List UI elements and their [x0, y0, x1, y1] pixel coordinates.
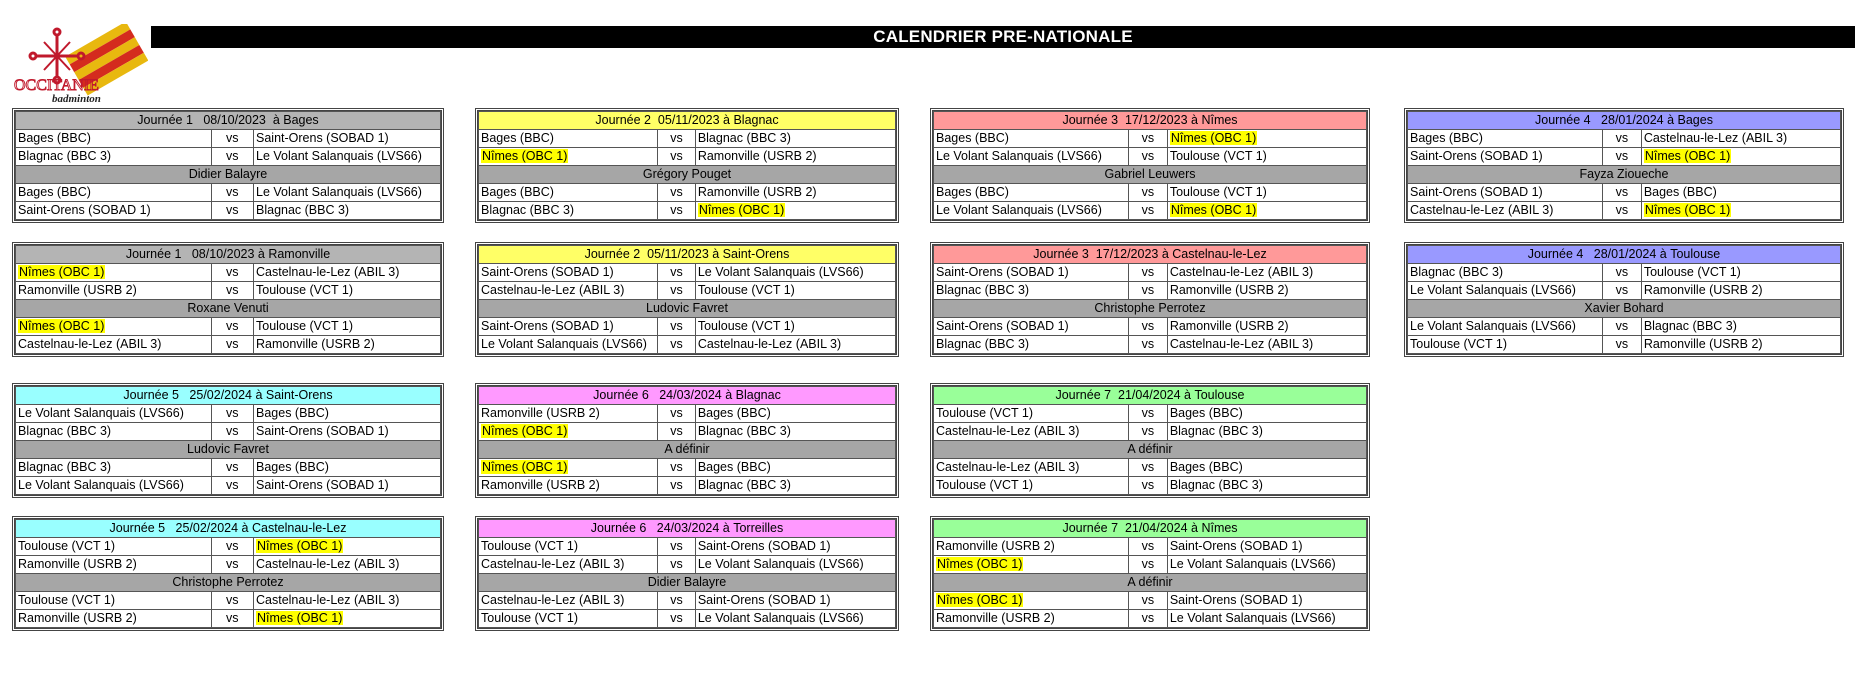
matchday-block — [475, 108, 899, 223]
matchday-block — [1404, 242, 1844, 357]
matchday-block — [930, 516, 1370, 631]
away-team: Nîmes (OBC 1) — [1644, 203, 1731, 217]
home-team: Nîmes (OBC 1) — [482, 460, 568, 474]
vs-label: vs — [1128, 592, 1167, 610]
away-team: Saint-Orens (SOBAD 1) — [1169, 539, 1303, 553]
match-row — [479, 592, 896, 610]
home-team: Toulouse (VCT 1) — [481, 539, 579, 553]
vs-label: vs — [1128, 202, 1167, 220]
match-row — [479, 459, 896, 477]
match-row — [934, 264, 1367, 282]
match-row — [934, 184, 1367, 202]
match-row — [16, 538, 441, 556]
vs-label: vs — [1128, 610, 1167, 628]
away-team: Blagnac (BBC 3) — [697, 131, 791, 145]
home-team: Blagnac (BBC 3) — [481, 203, 575, 217]
vs-label: vs — [1602, 130, 1641, 148]
vs-label: vs — [211, 538, 254, 556]
matchday-block — [475, 383, 899, 498]
home-team: Castelnau-le-Lez (ABIL 3) — [18, 337, 162, 351]
vs-label: vs — [658, 202, 696, 220]
match-row — [934, 538, 1367, 556]
matchday-block — [930, 242, 1370, 357]
away-team: Castelnau-le-Lez (ABIL 3) — [256, 265, 400, 279]
home-team: Saint-Orens (SOBAD 1) — [481, 265, 614, 279]
occitanie-badminton-logo — [12, 24, 148, 104]
vs-label: vs — [658, 592, 696, 610]
match-row — [16, 477, 441, 495]
match-row — [16, 202, 441, 220]
home-team: Castelnau-le-Lez (ABIL 3) — [936, 460, 1080, 474]
home-team: Blagnac (BBC 3) — [18, 460, 112, 474]
vs-label: vs — [211, 336, 254, 354]
matchday-header: Journée 2 05/11/2023 à Saint-Orens — [479, 246, 896, 264]
away-team: Ramonville (USRB 2) — [1169, 283, 1289, 297]
vs-label: vs — [658, 477, 696, 495]
matchday-header: Journée 4 28/01/2024 à Toulouse — [1408, 246, 1841, 264]
match-row — [16, 318, 441, 336]
matchday-header: Journée 6 24/03/2024 à Blagnac — [479, 387, 896, 405]
referee-name: Christophe Perrotez — [16, 574, 441, 592]
home-team: Castelnau-le-Lez (ABIL 3) — [936, 424, 1080, 438]
away-team: Ramonville (USRB 2) — [1643, 337, 1763, 351]
match-row — [16, 130, 441, 148]
page-title: CALENDRIER PRE-NATIONALE — [151, 26, 1855, 48]
matchday-block — [12, 242, 444, 357]
home-team: Bages (BBC) — [18, 185, 91, 199]
away-team: Le Volant Salanquais (LVS66) — [1169, 611, 1336, 625]
home-team: Nîmes (OBC 1) — [937, 557, 1023, 571]
matchday-header: Journée 4 28/01/2024 à Bages — [1408, 112, 1841, 130]
vs-label: vs — [658, 282, 696, 300]
home-team: Le Volant Salanquais (LVS66) — [481, 337, 647, 351]
home-team: Blagnac (BBC 3) — [1410, 265, 1504, 279]
vs-label: vs — [211, 318, 254, 336]
vs-label: vs — [1128, 405, 1167, 423]
match-row — [934, 202, 1367, 220]
away-team: Toulouse (VCT 1) — [1169, 185, 1267, 199]
match-row — [934, 592, 1367, 610]
vs-label: vs — [658, 184, 696, 202]
matchday-header: Journée 5 25/02/2024 à Castelnau-le-Lez — [16, 520, 441, 538]
away-team: Le Volant Salanquais (LVS66) — [256, 185, 422, 199]
match-row — [1408, 202, 1841, 220]
vs-label: vs — [211, 184, 254, 202]
away-team: Bages (BBC) — [256, 406, 329, 420]
matchday-block — [930, 108, 1370, 223]
matchday-header: Journée 1 08/10/2023 à Bages — [16, 112, 441, 130]
matchday-header: Journée 2 05/11/2023 à Blagnac — [479, 112, 896, 130]
vs-label: vs — [1602, 336, 1641, 354]
home-team: Blagnac (BBC 3) — [18, 149, 112, 163]
away-team: Ramonville (USRB 2) — [697, 149, 817, 163]
home-team: Le Volant Salanquais (LVS66) — [18, 478, 184, 492]
home-team: Toulouse (VCT 1) — [18, 593, 116, 607]
match-row — [16, 423, 441, 441]
home-team: Castelnau-le-Lez (ABIL 3) — [481, 593, 625, 607]
vs-label: vs — [211, 405, 254, 423]
match-row — [934, 556, 1367, 574]
away-team: Saint-Orens (SOBAD 1) — [256, 424, 389, 438]
match-row — [16, 336, 441, 354]
home-team: Le Volant Salanquais (LVS66) — [1410, 319, 1576, 333]
match-row — [479, 423, 896, 441]
match-row — [479, 336, 896, 354]
match-row — [934, 405, 1367, 423]
vs-label: vs — [658, 538, 696, 556]
match-row — [16, 148, 441, 166]
match-row — [934, 477, 1367, 495]
away-team: Saint-Orens (SOBAD 1) — [256, 131, 389, 145]
match-row — [934, 148, 1367, 166]
away-team: Blagnac (BBC 3) — [697, 424, 791, 438]
home-team: Saint-Orens (SOBAD 1) — [936, 265, 1069, 279]
vs-label: vs — [658, 459, 696, 477]
vs-label: vs — [1128, 459, 1167, 477]
matchday-block — [930, 383, 1370, 498]
home-team: Toulouse (VCT 1) — [936, 406, 1034, 420]
match-row — [1408, 282, 1841, 300]
away-team: Nîmes (OBC 1) — [698, 203, 785, 217]
away-team: Toulouse (VCT 1) — [256, 283, 354, 297]
matchday-block — [12, 516, 444, 631]
referee-name: Didier Balayre — [479, 574, 896, 592]
match-row — [934, 459, 1367, 477]
away-team: Bages (BBC) — [1169, 406, 1243, 420]
home-team: Ramonville (USRB 2) — [18, 283, 137, 297]
home-team: Le Volant Salanquais (LVS66) — [18, 406, 184, 420]
away-team: Castelnau-le-Lez (ABIL 3) — [256, 593, 400, 607]
away-team: Ramonville (USRB 2) — [1169, 319, 1289, 333]
vs-label: vs — [1128, 336, 1167, 354]
vs-label: vs — [1602, 318, 1641, 336]
home-team: Bages (BBC) — [1410, 131, 1483, 145]
matchday-block — [475, 242, 899, 357]
away-team: Nîmes (OBC 1) — [257, 611, 343, 625]
match-row — [16, 592, 441, 610]
match-row — [16, 405, 441, 423]
matchday-header: Journée 6 24/03/2024 à Torreilles — [479, 520, 896, 538]
match-row — [934, 130, 1367, 148]
home-team: Toulouse (VCT 1) — [1410, 337, 1508, 351]
home-team: Bages (BBC) — [481, 131, 554, 145]
away-team: Ramonville (USRB 2) — [256, 337, 375, 351]
home-team: Nîmes (OBC 1) — [19, 319, 105, 333]
away-team: Nîmes (OBC 1) — [1644, 149, 1731, 163]
away-team: Bages (BBC) — [256, 460, 329, 474]
matchday-header: Journée 5 25/02/2024 à Saint-Orens — [16, 387, 441, 405]
home-team: Toulouse (VCT 1) — [936, 478, 1034, 492]
vs-label: vs — [211, 202, 254, 220]
away-team: Le Volant Salanquais (LVS66) — [697, 557, 864, 571]
referee-name: Grégory Pouget — [479, 166, 896, 184]
match-row — [1408, 264, 1841, 282]
away-team: Ramonville (USRB 2) — [1643, 283, 1763, 297]
away-team: Blagnac (BBC 3) — [1643, 319, 1737, 333]
match-row — [16, 459, 441, 477]
home-team: Blagnac (BBC 3) — [936, 283, 1030, 297]
away-team: Le Volant Salanquais (LVS66) — [697, 265, 864, 279]
match-row — [934, 610, 1367, 628]
matchday-block — [1404, 108, 1844, 223]
match-row — [479, 538, 896, 556]
referee-name: A définir — [934, 441, 1367, 459]
away-team: Bages (BBC) — [697, 406, 771, 420]
referee-name: Ludovic Favret — [16, 441, 441, 459]
vs-label: vs — [1602, 202, 1641, 220]
home-team: Saint-Orens (SOBAD 1) — [936, 319, 1069, 333]
referee-name: A définir — [479, 441, 896, 459]
home-team: Castelnau-le-Lez (ABIL 3) — [1410, 203, 1554, 217]
vs-label: vs — [1128, 148, 1167, 166]
match-row — [16, 556, 441, 574]
match-row — [16, 610, 441, 628]
home-team: Le Volant Salanquais (LVS66) — [1410, 283, 1576, 297]
vs-label: vs — [658, 423, 696, 441]
vs-label: vs — [658, 264, 696, 282]
home-team: Nîmes (OBC 1) — [19, 265, 105, 279]
vs-label: vs — [1128, 477, 1167, 495]
matchday-header: Journée 7 21/04/2024 à Nîmes — [934, 520, 1367, 538]
referee-name: Fayza Zioueche — [1408, 166, 1841, 184]
away-team: Bages (BBC) — [697, 460, 771, 474]
home-team: Saint-Orens (SOBAD 1) — [1410, 149, 1543, 163]
home-team: Blagnac (BBC 3) — [18, 424, 112, 438]
match-row — [1408, 148, 1841, 166]
vs-label: vs — [658, 336, 696, 354]
vs-label: vs — [211, 264, 254, 282]
home-team: Le Volant Salanquais (LVS66) — [936, 203, 1102, 217]
referee-name: Gabriel Leuwers — [934, 166, 1367, 184]
vs-label: vs — [658, 610, 696, 628]
matchday-header: Journée 3 17/12/2023 à Nîmes — [934, 112, 1367, 130]
match-row — [934, 336, 1367, 354]
vs-label: vs — [1602, 282, 1641, 300]
away-team: Bages (BBC) — [1643, 185, 1717, 199]
home-team: Ramonville (USRB 2) — [18, 611, 137, 625]
vs-label: vs — [1128, 184, 1167, 202]
away-team: Le Volant Salanquais (LVS66) — [256, 149, 422, 163]
vs-label: vs — [658, 130, 696, 148]
vs-label: vs — [211, 556, 254, 574]
matchday-block — [475, 516, 899, 631]
vs-label: vs — [211, 148, 254, 166]
away-team: Castelnau-le-Lez (ABIL 3) — [1169, 337, 1314, 351]
referee-name: Xavier Bohard — [1408, 300, 1841, 318]
home-team: Saint-Orens (SOBAD 1) — [1410, 185, 1543, 199]
home-team: Toulouse (VCT 1) — [18, 539, 116, 553]
vs-label: vs — [1128, 318, 1167, 336]
away-team: Le Volant Salanquais (LVS66) — [1169, 557, 1336, 571]
home-team: Nîmes (OBC 1) — [937, 593, 1023, 607]
away-team: Toulouse (VCT 1) — [697, 283, 795, 297]
match-row — [479, 148, 896, 166]
vs-label: vs — [1128, 130, 1167, 148]
away-team: Le Volant Salanquais (LVS66) — [697, 611, 864, 625]
match-row — [479, 184, 896, 202]
match-row — [1408, 184, 1841, 202]
vs-label: vs — [1602, 148, 1641, 166]
vs-label: vs — [1602, 264, 1641, 282]
match-row — [479, 477, 896, 495]
matchday-header: Journée 1 08/10/2023 à Ramonville — [16, 246, 441, 264]
match-row — [934, 282, 1367, 300]
match-row — [1408, 336, 1841, 354]
away-team: Castelnau-le-Lez (ABIL 3) — [697, 337, 842, 351]
matchday-header: Journée 7 21/04/2024 à Toulouse — [934, 387, 1367, 405]
vs-label: vs — [211, 610, 254, 628]
vs-label: vs — [211, 477, 254, 495]
vs-label: vs — [1602, 184, 1641, 202]
match-row — [479, 202, 896, 220]
away-team: Blagnac (BBC 3) — [697, 478, 791, 492]
referee-name: A définir — [934, 574, 1367, 592]
vs-label: vs — [658, 405, 696, 423]
home-team: Nîmes (OBC 1) — [482, 149, 568, 163]
vs-label: vs — [1128, 556, 1167, 574]
away-team: Ramonville (USRB 2) — [697, 185, 817, 199]
away-team: Nîmes (OBC 1) — [1170, 131, 1257, 145]
match-row — [1408, 318, 1841, 336]
away-team: Saint-Orens (SOBAD 1) — [1169, 593, 1303, 607]
away-team: Toulouse (VCT 1) — [1169, 149, 1267, 163]
vs-label: vs — [211, 130, 254, 148]
match-row — [16, 282, 441, 300]
vs-label: vs — [211, 592, 254, 610]
match-row — [479, 556, 896, 574]
away-team: Castelnau-le-Lez (ABIL 3) — [1643, 131, 1788, 145]
home-team: Ramonville (USRB 2) — [481, 478, 600, 492]
vs-label: vs — [211, 459, 254, 477]
svg-text:badminton: badminton — [52, 93, 101, 104]
home-team: Nîmes (OBC 1) — [482, 424, 568, 438]
home-team: Castelnau-le-Lez (ABIL 3) — [481, 557, 625, 571]
referee-name: Didier Balayre — [16, 166, 441, 184]
away-team: Castelnau-le-Lez (ABIL 3) — [256, 557, 400, 571]
away-team: Bages (BBC) — [1169, 460, 1243, 474]
home-team: Bages (BBC) — [481, 185, 554, 199]
home-team: Blagnac (BBC 3) — [936, 337, 1030, 351]
vs-label: vs — [1128, 282, 1167, 300]
svg-text:OCCITANIE: OCCITANIE — [14, 77, 99, 94]
home-team: Le Volant Salanquais (LVS66) — [936, 149, 1102, 163]
away-team: Saint-Orens (SOBAD 1) — [697, 593, 831, 607]
vs-label: vs — [658, 556, 696, 574]
matchday-block — [12, 108, 444, 223]
home-team: Ramonville (USRB 2) — [936, 539, 1055, 553]
match-row — [16, 184, 441, 202]
away-team: Saint-Orens (SOBAD 1) — [697, 539, 831, 553]
vs-label: vs — [658, 148, 696, 166]
away-team: Blagnac (BBC 3) — [1169, 478, 1263, 492]
match-row — [479, 264, 896, 282]
vs-label: vs — [211, 282, 254, 300]
home-team: Saint-Orens (SOBAD 1) — [481, 319, 614, 333]
away-team: Blagnac (BBC 3) — [1169, 424, 1263, 438]
away-team: Nîmes (OBC 1) — [257, 539, 343, 553]
match-row — [479, 405, 896, 423]
away-team: Toulouse (VCT 1) — [697, 319, 795, 333]
home-team: Toulouse (VCT 1) — [481, 611, 579, 625]
vs-label: vs — [211, 423, 254, 441]
matchday-header: Journée 3 17/12/2023 à Castelnau-le-Lez — [934, 246, 1367, 264]
vs-label: vs — [658, 318, 696, 336]
home-team: Ramonville (USRB 2) — [936, 611, 1055, 625]
referee-name: Roxane Venuti — [16, 300, 441, 318]
home-team: Bages (BBC) — [936, 185, 1009, 199]
home-team: Ramonville (USRB 2) — [18, 557, 137, 571]
away-team: Castelnau-le-Lez (ABIL 3) — [1169, 265, 1314, 279]
match-row — [479, 282, 896, 300]
home-team: Ramonville (USRB 2) — [481, 406, 600, 420]
matchday-block — [12, 383, 444, 498]
home-team: Bages (BBC) — [936, 131, 1009, 145]
away-team: Toulouse (VCT 1) — [1643, 265, 1741, 279]
vs-label: vs — [1128, 538, 1167, 556]
home-team: Castelnau-le-Lez (ABIL 3) — [481, 283, 625, 297]
match-row — [479, 130, 896, 148]
match-row — [1408, 130, 1841, 148]
match-row — [16, 264, 441, 282]
match-row — [934, 423, 1367, 441]
referee-name: Ludovic Favret — [479, 300, 896, 318]
vs-label: vs — [1128, 264, 1167, 282]
match-row — [479, 318, 896, 336]
match-row — [934, 318, 1367, 336]
away-team: Toulouse (VCT 1) — [256, 319, 354, 333]
away-team: Nîmes (OBC 1) — [1170, 203, 1257, 217]
occitanie-cross-icon — [12, 24, 148, 104]
referee-name: Christophe Perrotez — [934, 300, 1367, 318]
vs-label: vs — [1128, 423, 1167, 441]
away-team: Saint-Orens (SOBAD 1) — [256, 478, 389, 492]
home-team: Saint-Orens (SOBAD 1) — [18, 203, 151, 217]
match-row — [479, 610, 896, 628]
home-team: Bages (BBC) — [18, 131, 91, 145]
away-team: Blagnac (BBC 3) — [256, 203, 350, 217]
